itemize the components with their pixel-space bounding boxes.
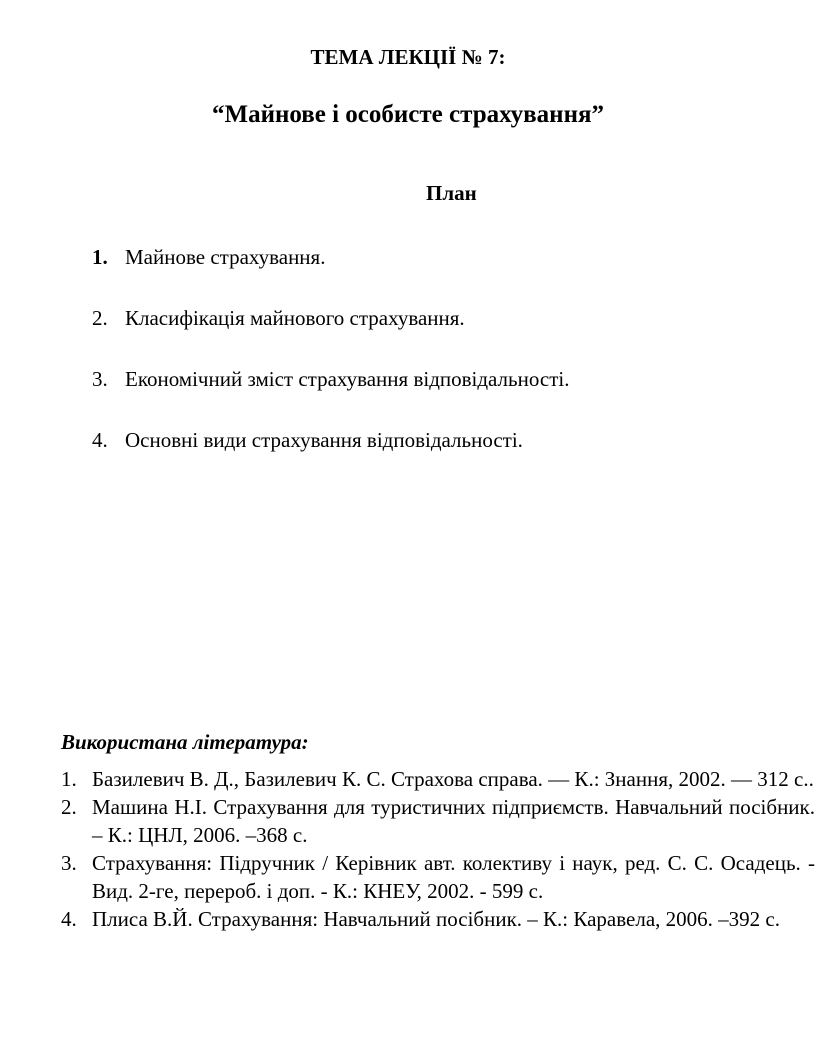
literature-list [61, 765, 815, 933]
plan-item [92, 425, 569, 455]
literature-item-number: 4. [61, 907, 77, 931]
literature-item-number: 2. [61, 795, 77, 819]
plan-item [92, 364, 569, 394]
plan-item-text: Економічний зміст страхування відповідальності. [125, 367, 570, 391]
literature-item-number: 1. [61, 767, 77, 791]
literature-item-text: Страхування: Підручник / Керівник авт. колективу і наук, ред. С. С. Осадець. - Вид. 2-ге, перероб. і доп. - К.: КНЕУ, 2002. - 599 с. [92, 851, 815, 903]
literature-item [61, 793, 815, 849]
plan-item-text: Основні види страхування відповідальності. [125, 428, 523, 452]
plan-list [92, 242, 569, 486]
plan-item [92, 242, 569, 272]
literature-item-text: Базилевич В. Д., Базилевич К. С. Страхова справа. — К.: Знання, 2002. — 312 с.. [92, 767, 814, 791]
lecture-title: “Майнове і особисте страхування” [211, 101, 605, 128]
literature-item-text: Плиса В.Й. Страхування: Навчальний посібник. – К.: Каравела, 2006. –392 с. [92, 907, 780, 931]
plan-item [92, 303, 569, 333]
literature-item [61, 905, 815, 933]
lecture-topic: ТЕМА ЛЕКЦІЇ № 7: [310, 45, 506, 69]
literature-item-text: Машина Н.І. Страхування для туристичних підприємств. Навчальний посібник. – К.: ЦНЛ, 2006. –368 с. [92, 795, 815, 847]
plan-item-number: 3. [92, 367, 108, 391]
plan-item-number: 2. [92, 306, 108, 330]
plan-item-number: 1. [92, 245, 108, 269]
plan-item-number: 4. [92, 428, 108, 452]
plan-item-text: Класифікація майнового страхування. [125, 306, 465, 330]
literature-heading: Використана література: [61, 730, 309, 754]
plan-heading: План [426, 181, 477, 205]
literature-item [61, 765, 815, 793]
plan-item-text: Майнове страхування. [125, 245, 326, 269]
literature-item [61, 849, 815, 905]
literature-item-number: 3. [61, 851, 77, 875]
